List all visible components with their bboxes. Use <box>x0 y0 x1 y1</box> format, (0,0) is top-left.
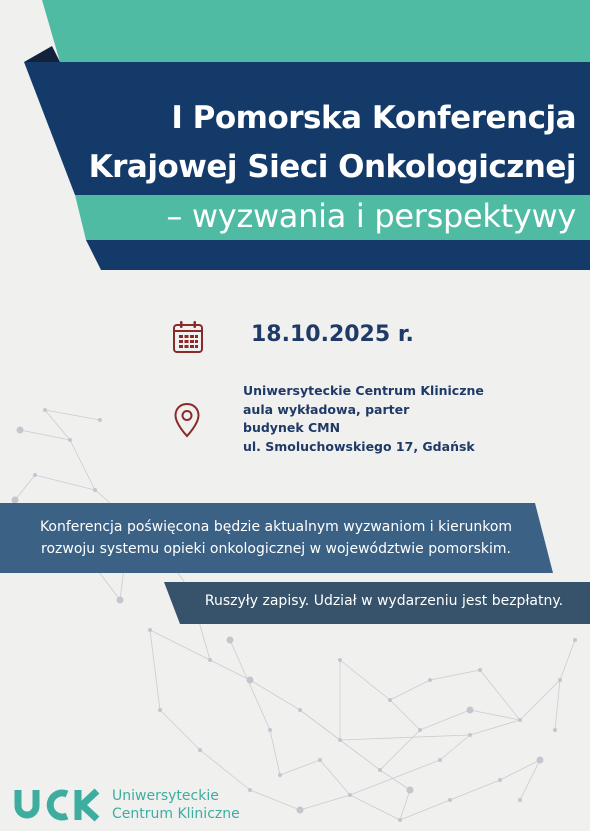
network-node <box>438 758 442 762</box>
network-node <box>17 427 24 434</box>
network-line <box>300 795 350 810</box>
network-line <box>340 740 380 770</box>
network-node <box>428 678 432 682</box>
network-line <box>470 710 520 720</box>
title-subtitle: – wyzwania i perspektywy <box>166 197 576 235</box>
network-line <box>430 670 480 680</box>
network-line <box>390 680 430 700</box>
title-line-2: Krajowej Sieci Onkologicznej <box>88 149 576 185</box>
network-node <box>378 768 382 772</box>
event-location <box>243 382 484 456</box>
network-node <box>553 728 557 732</box>
network-line <box>150 630 210 660</box>
network-node <box>478 668 482 672</box>
network-line <box>150 630 160 710</box>
network-node <box>227 637 234 644</box>
network-line <box>400 800 450 820</box>
location-line: Uniwersyteckie Centrum Kliniczne <box>243 383 484 398</box>
uck-logo <box>14 788 102 822</box>
logo-name-line: Centrum Kliniczne <box>112 806 240 822</box>
network-node <box>558 678 562 682</box>
calendar-icon <box>172 320 204 354</box>
network-node <box>338 658 342 662</box>
map-pin-icon <box>173 402 201 438</box>
network-line <box>270 730 280 775</box>
network-node <box>518 798 522 802</box>
network-line <box>250 680 300 710</box>
network-line <box>520 680 560 720</box>
network-node <box>33 473 37 477</box>
description-line: rozwoju systemu opieki onkologicznej w województwie pomorskim. <box>41 541 511 557</box>
network-node <box>468 733 472 737</box>
network-line <box>300 710 340 740</box>
network-line <box>380 730 420 770</box>
network-line <box>210 660 250 680</box>
network-node <box>278 773 282 777</box>
logo-name-line: Uniwersyteckie <box>112 788 219 804</box>
network-node <box>68 438 72 442</box>
network-line <box>280 760 320 775</box>
network-line <box>440 735 470 760</box>
logo-name <box>112 787 240 823</box>
network-line <box>420 710 470 730</box>
description-line: Konferencja poświęcona będzie aktualnym wyzwaniom i kierunkom <box>39 519 513 535</box>
registration-text: Ruszyły zapisy. Udział w wydarzeniu jest bezpłatny. <box>204 593 564 609</box>
network-node <box>158 708 162 712</box>
network-node <box>398 818 402 822</box>
network-line <box>350 760 440 795</box>
network-node <box>537 757 544 764</box>
network-line <box>200 750 250 790</box>
network-node <box>518 718 522 722</box>
network-line <box>340 660 390 700</box>
network-node <box>338 738 342 742</box>
network-node <box>247 677 254 684</box>
network-line <box>470 720 520 735</box>
network-line <box>390 700 420 730</box>
network-node <box>467 707 474 714</box>
network-line <box>160 710 200 750</box>
network-node <box>98 418 102 422</box>
network-node <box>268 728 272 732</box>
network-line <box>500 760 540 780</box>
network-line <box>555 680 560 730</box>
title-line-1: I Pomorska Konferencja <box>171 100 576 136</box>
network-line <box>450 780 500 800</box>
network-node <box>208 658 212 662</box>
network-node <box>248 788 252 792</box>
network-line <box>230 640 270 730</box>
network-node <box>573 638 577 642</box>
network-node <box>348 793 352 797</box>
network-line <box>340 735 470 740</box>
network-line <box>45 410 100 420</box>
network-node <box>498 778 502 782</box>
network-node <box>297 807 304 814</box>
event-date: 18.10.2025 r. <box>251 322 414 347</box>
network-node <box>448 798 452 802</box>
network-node <box>418 728 422 732</box>
network-line <box>560 640 575 680</box>
network-line <box>250 790 300 810</box>
network-node <box>388 698 392 702</box>
network-line <box>35 475 95 490</box>
location-line: budynek CMN <box>243 420 341 435</box>
location-line: ul. Smoluchowskiego 17, Gdańsk <box>243 438 475 454</box>
network-line <box>350 795 400 820</box>
network-line <box>480 670 520 720</box>
network-line <box>520 760 540 800</box>
network-node <box>198 748 202 752</box>
network-node <box>93 488 97 492</box>
network-node <box>318 758 322 762</box>
network-line <box>15 475 35 500</box>
network-line <box>70 440 95 490</box>
network-line <box>400 790 410 820</box>
network-node <box>148 628 152 632</box>
network-line <box>320 760 350 795</box>
network-node <box>43 408 47 412</box>
description-text <box>0 516 552 560</box>
network-node <box>298 708 302 712</box>
location-line: aula wykładowa, parter <box>243 401 410 417</box>
network-node <box>407 787 414 794</box>
